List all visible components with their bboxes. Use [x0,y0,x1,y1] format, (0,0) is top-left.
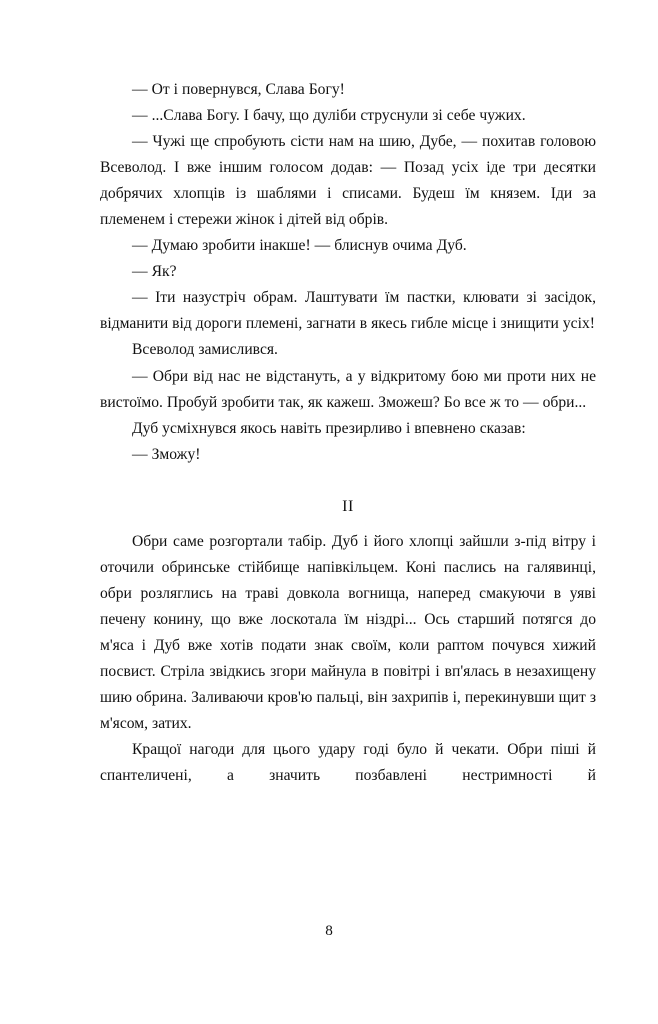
heading-spacer-below [100,520,596,529]
chapter-heading: II [342,497,354,515]
page-text-body [100,77,596,815]
paragraph-dialogue: — Чужі ще спробують сісти нам на шию, Дубе, — похитав головою Всеволод. І вже іншим голосом додав: — Позад усіх іде три десятки добрячих хлопців із шаблями і списами. Будеш їм князем. Іди за племенем і стережи жінок і дітей від обрів. [100,133,596,229]
paragraph-dialogue: — Зможу! [132,445,201,463]
paragraph-dialogue: — Іти назустріч обрам. Лаштувати їм пастки, клювати зі засідок, відманити від дороги племені, загнати в якесь гибле місце і знищити усіх! [100,289,596,333]
paragraph-narrative: Кращої нагоди для цього удару годі було й чекати. Обри піші й спантеличені, а значить позбавлені нестримності й [100,741,596,785]
page-number: 8 [325,922,333,939]
paragraph-dialogue: — От і повернувся, Слава Богу! [132,81,345,98]
paragraph-dialogue: — Думаю зробити інакше! — блиснув очима Дуб. [132,237,467,255]
paragraph-narrative: Всеволод замислився. [132,341,278,359]
heading-spacer-above [100,468,596,494]
paragraph-dialogue: — Як? [132,263,177,281]
paragraph-dialogue: — ...Слава Богу. І бачу, що дуліби струснули зі себе чужих. [132,107,526,125]
paragraph-dialogue: — Обри від нас не відстануть, а у відкритому бою ми проти них не вистоїмо. Пробуй зробити так, як кажеш. Зможеш? Бо все ж то — обри... [100,367,596,411]
paragraph-narrative: Обри саме розгортали табір. Дуб і його хлопці зайшли з-під вітру і оточили обринське стійбище напівкільцем. Коні паслись на галявинці, обри розляглись на траві довкола вогнища, наперед смакуючи в уяві печену конину, що вже лоскотала їм ніздрі... Ось старший потягся до м'яса і Дуб вже хотів подати знак своїм, коли раптом почувся хижий посвист. Стріла звідкись згори майнула в повітрі і вп'ялась в незахищену шию обрина. Заливаючи кров'ю пальці, він захрипів і, перекинувши щит з м'ясом, затих. [100,532,596,733]
paragraph-narrative: Дуб усміхнувся якось навіть презирливо і впевнено сказав: [132,419,526,437]
